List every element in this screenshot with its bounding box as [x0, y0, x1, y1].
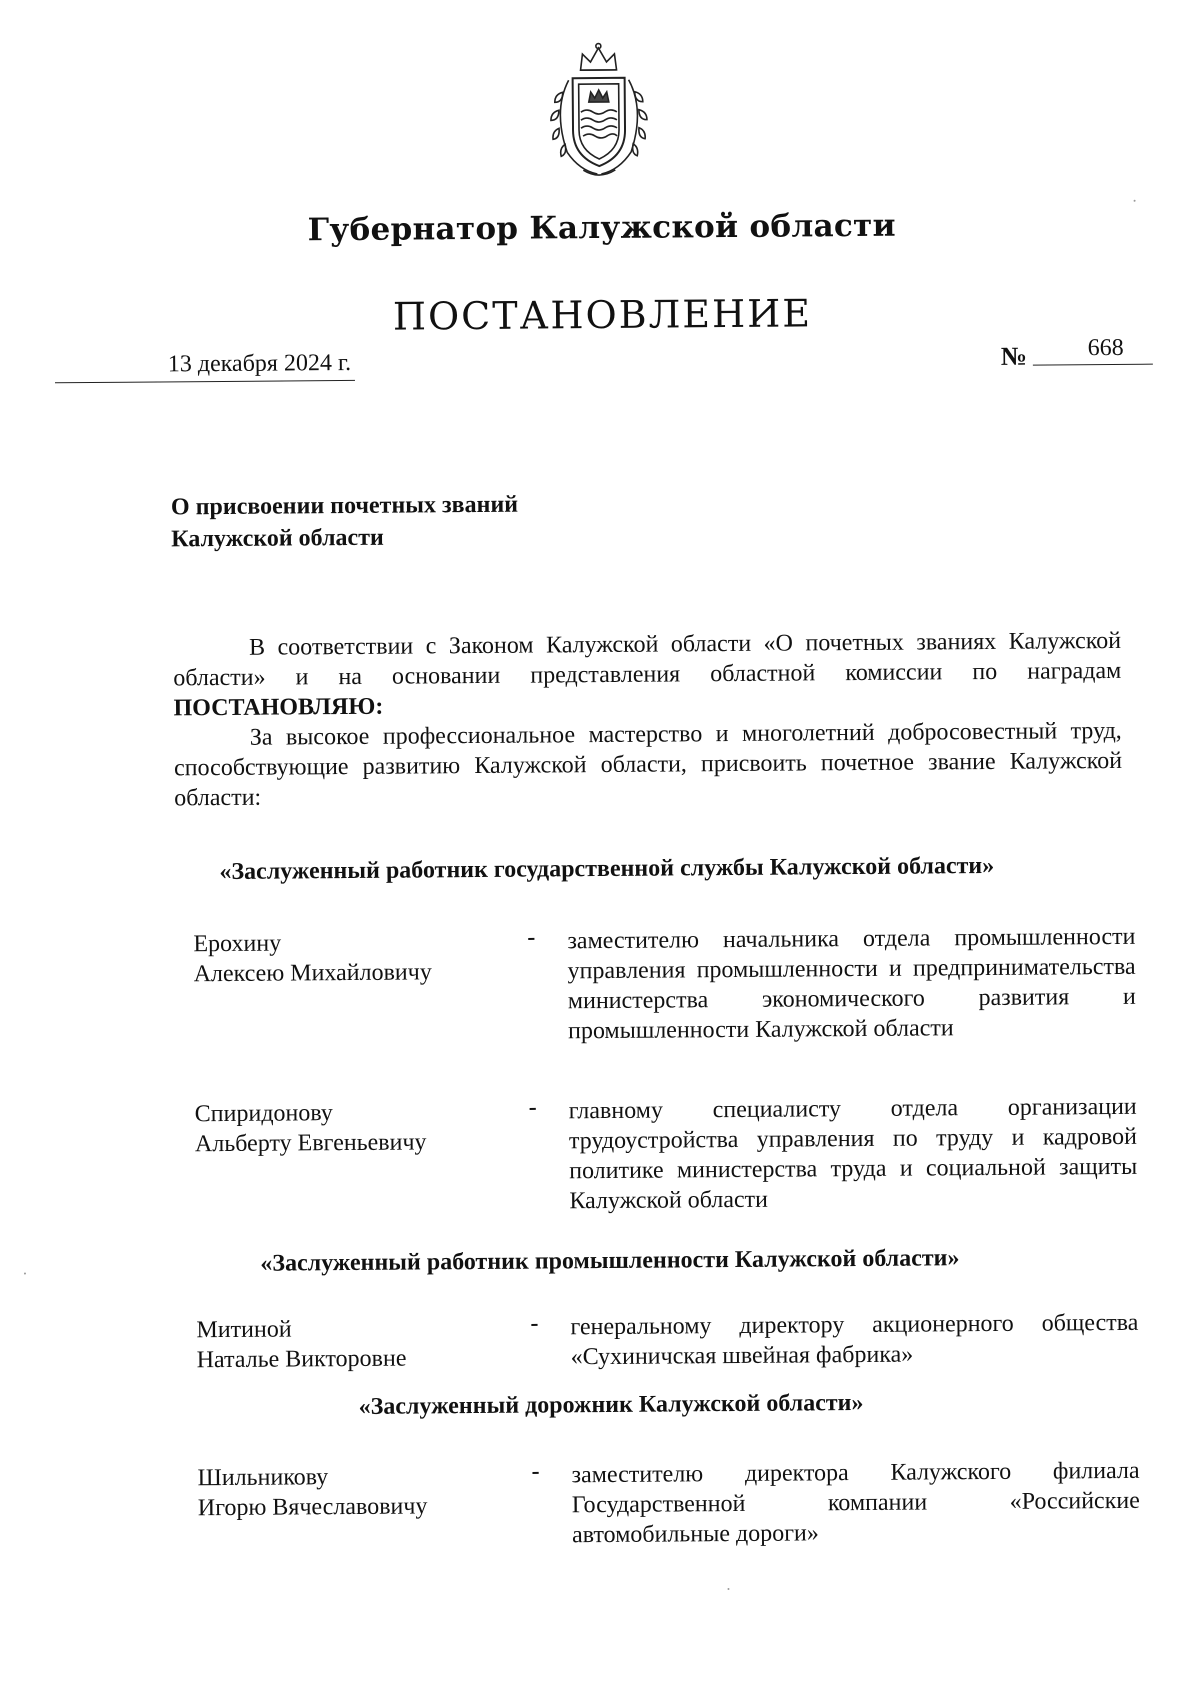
recipient-name — [193, 927, 493, 989]
number-sign: № — [1001, 342, 1027, 372]
honorary-title-heading: «Заслуженный работник промышленности Калужской области» — [10, 1243, 1200, 1279]
recipient-name — [197, 1461, 497, 1523]
preamble-paragraph-1 — [173, 626, 1122, 723]
recipient-surname: Шильникову — [197, 1461, 497, 1493]
recipient-name — [195, 1097, 495, 1159]
entry-dash: - — [531, 1457, 539, 1487]
recipient-given-names: Игорю Вячеславовичу — [198, 1491, 498, 1523]
entry-dash: - — [527, 923, 535, 953]
resolution-keyword: ПОСТАНОВЛЯЮ: — [173, 694, 383, 722]
recipient-name — [196, 1313, 496, 1375]
scan-speck — [24, 1273, 26, 1275]
award-entry — [187, 922, 1137, 929]
subject-line-1: О присвоении почетных званий — [171, 489, 518, 524]
document-subject — [171, 489, 519, 556]
entry-dash: - — [530, 1309, 538, 1339]
recipient-position: генеральному директору акционерного общества «Сухиничская швейная фабрика» — [570, 1308, 1138, 1372]
award-entry — [189, 1092, 1139, 1099]
document-type-title: ПОСТАНОВЛЕНИЕ — [2, 288, 1200, 341]
document-number: 668 — [1088, 335, 1124, 362]
award-entry — [190, 1308, 1140, 1315]
document-date: 13 декабря 2024 г. — [168, 350, 351, 378]
recipient-given-names: Наталье Викторовне — [197, 1343, 497, 1375]
recipient-surname: Митиной — [196, 1313, 496, 1345]
recipient-position: заместителю начальника отдела промышленности управления промышленности и предпринимательства министерства экономического развития и промышленности Калужской области — [567, 922, 1136, 1046]
date-underline — [55, 380, 355, 383]
coat-of-arms-icon — [538, 40, 659, 181]
recipient-surname: Ерохину — [193, 927, 493, 959]
recipient-surname: Спиридонову — [195, 1097, 495, 1129]
scan-speck — [1134, 200, 1136, 202]
preamble-paragraph-2: За высокое профессиональное мастерство и многолетний добросовестный труд, способствующие развитию Калужской области, присвоить почетное звание Калужской области: — [174, 716, 1123, 813]
honorary-title-heading: «Заслуженный работник государственной службы Калужской области» — [7, 851, 1200, 887]
number-underline — [1033, 364, 1153, 366]
recipient-given-names: Альберту Евгеньевичу — [195, 1127, 495, 1159]
award-entry — [191, 1456, 1141, 1463]
recipient-position: главному специалисту отдела организации трудоустройства управления по труду и кадровой политике министерства труда и социальной защиты Калужской области — [569, 1092, 1138, 1216]
issuing-authority: Губернатор Калужской области — [2, 205, 1200, 250]
preamble-text: В соответствии с Законом Калужской области «О почетных званиях Калужской области» и на основании представления областной комиссии по наградам — [173, 628, 1121, 691]
recipient-given-names: Алексею Михайловичу — [194, 957, 494, 989]
scan-speck — [727, 1588, 729, 1590]
entry-dash: - — [529, 1093, 537, 1123]
subject-line-2: Калужской области — [171, 521, 518, 556]
recipient-position: заместителю директора Калужского филиала Государственной компании «Российские автомобильные дороги» — [571, 1456, 1140, 1550]
honorary-title-heading: «Заслуженный дорожник Калужской области» — [11, 1387, 1200, 1423]
preamble — [173, 626, 1122, 813]
